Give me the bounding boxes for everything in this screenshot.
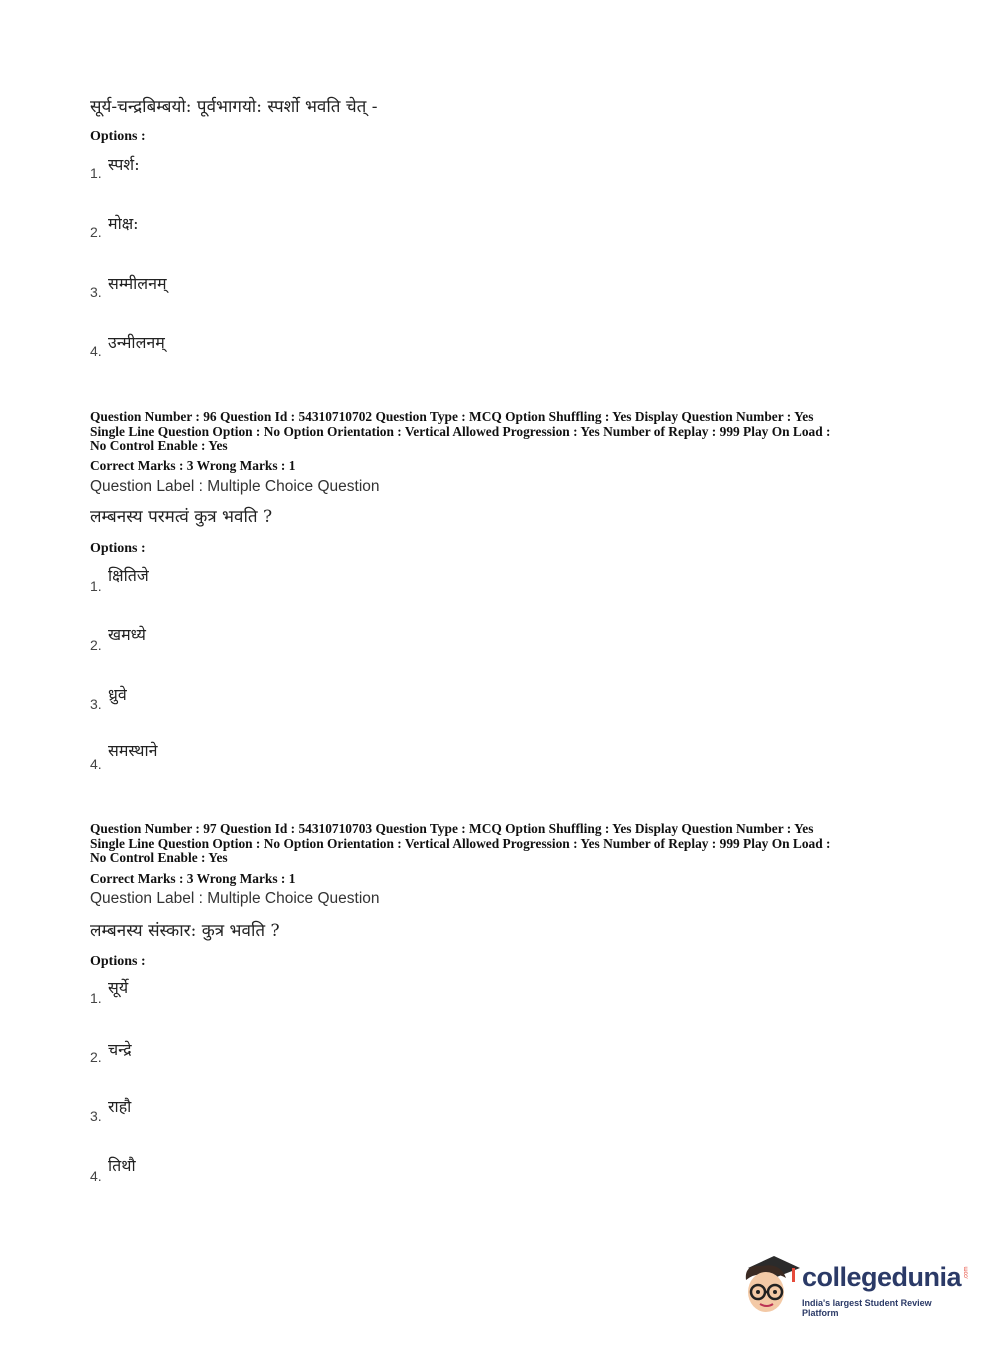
options-heading: Options :	[90, 954, 146, 969]
option-number: 1.	[90, 578, 102, 594]
question-meta	[90, 410, 920, 454]
meta-line: Question Number : 97 Question Id : 54310710703 Question Type : MCQ Option Shuffling : Yes Display Question Number : Yes	[90, 821, 814, 836]
question-text: लम्बनस्य संस्कार: कुत्र भवति ?	[90, 921, 280, 941]
question-meta	[90, 822, 920, 866]
option-number: 2.	[90, 637, 102, 653]
meta-line: Question Number : 96 Question Id : 54310710702 Question Type : MCQ Option Shuffling : Yes Display Question Number : Yes	[90, 409, 814, 424]
option-text: सूर्ये	[108, 978, 129, 997]
options-heading: Options :	[90, 541, 146, 556]
option-number: 4.	[90, 1168, 102, 1184]
option-number: 2.	[90, 1049, 102, 1065]
option-number: 4.	[90, 756, 102, 772]
option-text: तिथौ	[108, 1156, 136, 1175]
option-text: उन्मीलनम्	[108, 333, 165, 352]
meta-line: Single Line Question Option : No Option Orientation : Vertical Allowed Progression : Yes Number of Replay : 999 Play On Load :	[90, 423, 831, 439]
question-text: सूर्य-चन्द्रबिम्बयो: पूर्वभागयो: स्पर्शो भवति चेत् -	[90, 97, 378, 117]
mascot-icon	[740, 1250, 802, 1316]
option-number: 2.	[90, 224, 102, 240]
question-label: Question Label : Multiple Choice Question	[90, 478, 380, 495]
question-text: लम्बनस्य परमत्वं कुत्र भवति ?	[90, 507, 273, 527]
option-number: 1.	[90, 165, 102, 181]
option-text: सम्मीलनम्	[108, 274, 167, 293]
logo-domain-suffix: .com	[963, 1266, 970, 1280]
option-text: ध्रुवे	[108, 685, 127, 704]
marks-info: Correct Marks : 3 Wrong Marks : 1	[90, 458, 296, 473]
option-number: 3.	[90, 696, 102, 712]
option-text: खमध्ये	[108, 625, 146, 644]
logo-wordmark: collegedunia	[802, 1262, 962, 1292]
option-number: 3.	[90, 1108, 102, 1124]
option-number: 4.	[90, 343, 102, 359]
option-text: मोक्ष:	[108, 214, 139, 233]
collegedunia-logo	[740, 1250, 970, 1320]
meta-line: No Control Enable : Yes	[90, 850, 228, 866]
options-heading: Options :	[90, 129, 146, 144]
question-label: Question Label : Multiple Choice Question	[90, 890, 380, 907]
logo-tagline: India's largest Student Review Platform	[802, 1298, 932, 1318]
option-text: चन्द्रे	[108, 1040, 132, 1059]
meta-line: No Control Enable : Yes	[90, 438, 228, 454]
option-text: स्पर्श:	[108, 155, 140, 174]
option-number: 3.	[90, 284, 102, 300]
option-number: 1.	[90, 990, 102, 1006]
marks-info: Correct Marks : 3 Wrong Marks : 1	[90, 871, 296, 886]
option-text: क्षितिजे	[108, 566, 149, 585]
option-text: समस्थाने	[108, 741, 158, 760]
meta-line: Single Line Question Option : No Option Orientation : Vertical Allowed Progression : Yes Number of Replay : 999 Play On Load :	[90, 835, 831, 851]
option-text: राहौ	[108, 1097, 132, 1116]
